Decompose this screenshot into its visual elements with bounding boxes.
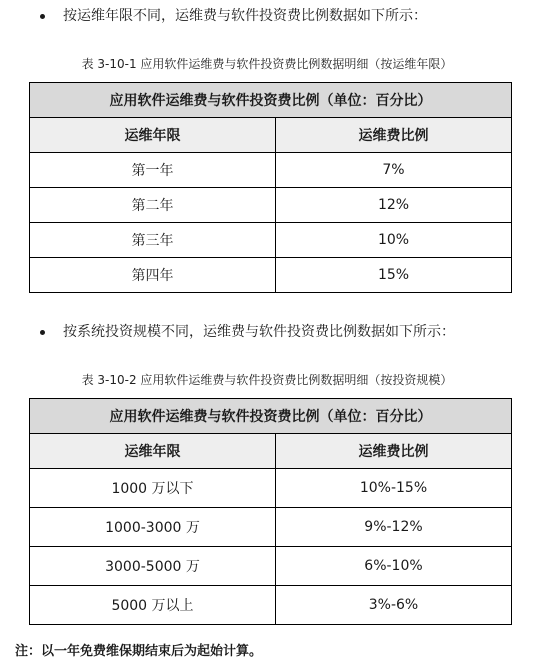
table-cell: 12% xyxy=(276,188,512,223)
bullet-dot-icon xyxy=(40,14,45,19)
table-cell: 5000 万以上 xyxy=(30,586,276,625)
bullet-item-2 xyxy=(40,322,455,342)
table-cell: 1000 万以下 xyxy=(30,469,276,508)
table-cell: 15% xyxy=(276,258,512,293)
bullet-text: 按运维年限不同，运维费与软件投资费比例数据如下所示： xyxy=(63,8,427,24)
table-cell: 10%-15% xyxy=(276,469,512,508)
table-cell: 6%-10% xyxy=(276,547,512,586)
table-cell: 10% xyxy=(276,223,512,258)
table-column-header-row xyxy=(30,434,512,469)
table-main-header: 应用软件运维费与软件投资费比例（单位：百分比） xyxy=(30,83,512,118)
table-main-header-row xyxy=(30,399,512,434)
table-cell: 9%-12% xyxy=(276,508,512,547)
bullet-text: 按系统投资规模不同，运维费与软件投资费比例数据如下所示： xyxy=(63,324,455,340)
table-cell: 3%-6% xyxy=(276,586,512,625)
table-cell: 第二年 xyxy=(30,188,276,223)
footnote: 注：以一年免费维保期结束后为起始计算。 xyxy=(15,644,263,659)
ratio-table-by-investment xyxy=(29,398,512,625)
ratio-table-by-years xyxy=(29,82,512,293)
column-header-ratio: 运维费比例 xyxy=(276,434,512,469)
table-main-header: 应用软件运维费与软件投资费比例（单位：百分比） xyxy=(30,399,512,434)
table-cell: 第四年 xyxy=(30,258,276,293)
table-cell: 7% xyxy=(276,153,512,188)
table-row xyxy=(30,153,512,188)
table-cell: 第三年 xyxy=(30,223,276,258)
table-caption-2: 表 3-10-2 应用软件运维费与软件投资费比例数据明细（按投资规模） xyxy=(81,373,453,387)
table-cell: 1000-3000 万 xyxy=(30,508,276,547)
table-caption-1: 表 3-10-1 应用软件运维费与软件投资费比例数据明细（按运维年限） xyxy=(81,57,453,71)
bullet-dot-icon xyxy=(40,330,45,335)
bullet-item-1 xyxy=(40,6,427,26)
table-row xyxy=(30,508,512,547)
table-row xyxy=(30,547,512,586)
table-row xyxy=(30,469,512,508)
column-header-years: 运维年限 xyxy=(30,118,276,153)
table-row xyxy=(30,258,512,293)
table-row xyxy=(30,586,512,625)
table-column-header-row xyxy=(30,118,512,153)
table-row xyxy=(30,223,512,258)
table-row xyxy=(30,188,512,223)
table-cell: 第一年 xyxy=(30,153,276,188)
table-cell: 3000-5000 万 xyxy=(30,547,276,586)
table-main-header-row xyxy=(30,83,512,118)
column-header-ratio: 运维费比例 xyxy=(276,118,512,153)
column-header-years: 运维年限 xyxy=(30,434,276,469)
